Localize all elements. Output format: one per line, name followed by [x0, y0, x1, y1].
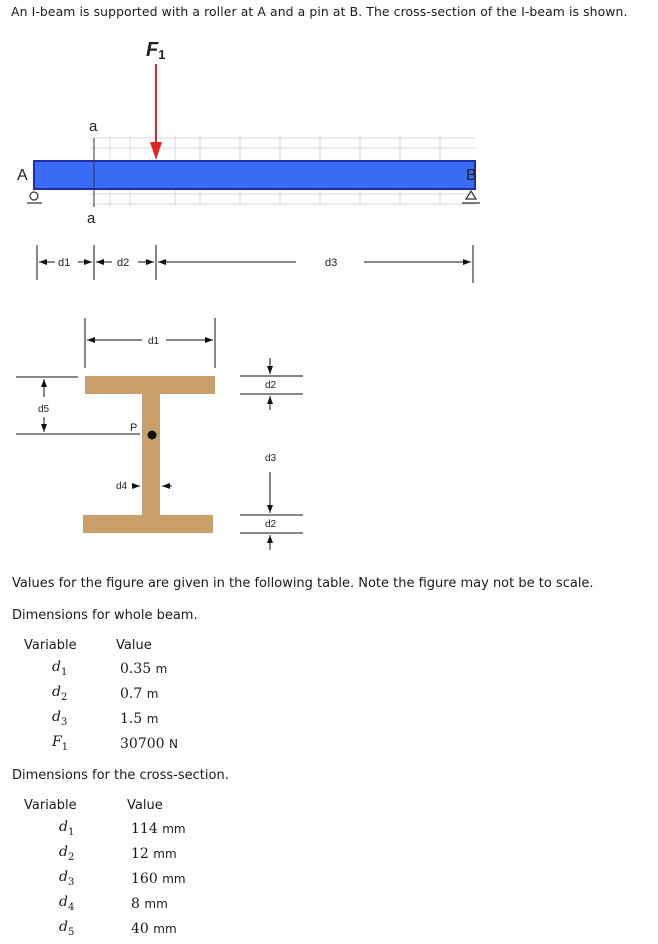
- variable-cell: $d_1$: [52, 659, 68, 678]
- table-row: [24, 706, 178, 731]
- point-p: [148, 431, 157, 440]
- value-cell: 0.7 m: [120, 685, 159, 702]
- cs-dim-d4: d4: [116, 481, 128, 492]
- cross-table-heading: Dimensions for the cross-section.: [12, 768, 229, 783]
- variable-header: Variable: [24, 797, 77, 813]
- variable-cell: $d_2$: [52, 684, 68, 703]
- beam-dim-d1: d1: [58, 257, 71, 269]
- value-cell: 1.5 m: [120, 710, 159, 727]
- beam-dimensions-table: [24, 634, 178, 756]
- table-row: [24, 866, 186, 891]
- value-cell: 160 mm: [131, 870, 186, 887]
- beam-table-heading: Dimensions for whole beam.: [12, 608, 198, 623]
- value-cell: 114 mm: [131, 820, 186, 837]
- value-cell: 0.35 m: [120, 660, 168, 677]
- value-cell: 12 mm: [131, 845, 177, 862]
- figure-note: Values for the figure are given in the following table. Note the figure may not be to scale.: [12, 576, 594, 591]
- top-flange: [85, 376, 215, 394]
- beam: [34, 161, 475, 189]
- point-p-label: P: [130, 422, 138, 434]
- support-a-label: A: [17, 167, 28, 184]
- beam-dimensions: [37, 245, 473, 283]
- variable-cell: $d_2$: [59, 844, 75, 863]
- force-label: F1: [146, 39, 166, 62]
- beam-dim-d2: d2: [117, 257, 130, 269]
- variable-cell: $d_3$: [59, 869, 75, 888]
- beam-dim-d3: d3: [325, 257, 338, 269]
- force-arrow: [150, 64, 162, 160]
- table-row: [24, 816, 186, 841]
- bottom-flange: [83, 515, 213, 533]
- cs-dim-d5: d5: [38, 404, 50, 415]
- roller-support-a: [27, 192, 42, 203]
- cs-dim-d2-top: d2: [265, 380, 277, 391]
- table-row: [24, 891, 186, 916]
- variable-cell: $d_4$: [59, 894, 75, 913]
- cs-dim-d3: d3: [265, 453, 277, 464]
- value-cell: 30700 N: [120, 735, 178, 752]
- cs-dim-d1: d1: [148, 336, 160, 347]
- table-row: [24, 916, 186, 941]
- table-row: [24, 841, 186, 866]
- problem-intro: An I-beam is supported with a roller at A and a pin at B. The cross-section of the I-beam is shown.: [11, 4, 628, 19]
- value-cell: 40 mm: [131, 920, 177, 937]
- value-header: Value: [116, 637, 152, 653]
- section-mark-top: a: [89, 118, 98, 135]
- section-mark-bottom: a: [87, 210, 96, 227]
- pin-support-b: [462, 191, 480, 203]
- variable-cell: $d_5$: [59, 919, 75, 938]
- web: [142, 394, 160, 515]
- value-cell: 8 mm: [131, 895, 168, 912]
- cross-section: [83, 376, 215, 533]
- variable-header: Variable: [24, 637, 77, 653]
- table-row: [24, 656, 178, 681]
- table-row: [24, 731, 178, 756]
- support-b-label: B: [466, 167, 477, 184]
- value-header: Value: [127, 797, 163, 813]
- cross-section-table: [24, 794, 186, 941]
- cs-dim-d2-bottom: d2: [265, 519, 277, 530]
- variable-cell: $d_3$: [52, 709, 68, 728]
- variable-cell: $F_1$: [52, 734, 69, 753]
- variable-cell: $d_1$: [59, 819, 75, 838]
- table-row: [24, 681, 178, 706]
